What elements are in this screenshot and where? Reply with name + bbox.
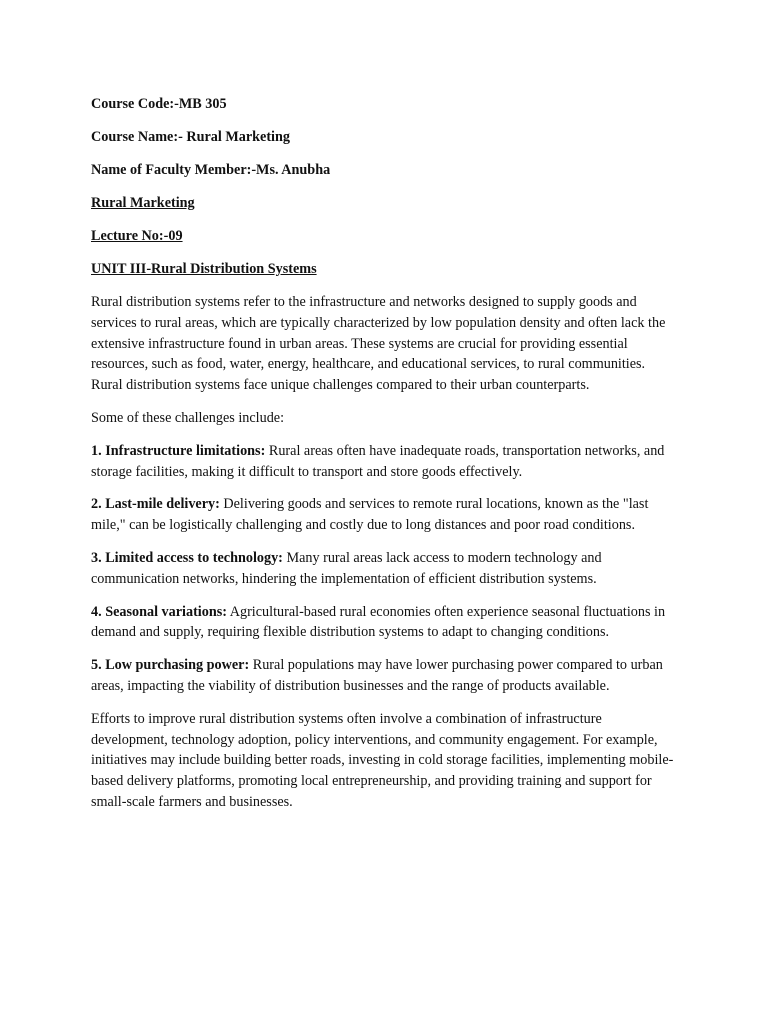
challenges-intro: Some of these challenges include: bbox=[91, 409, 285, 426]
challenge-text: Rural populations may have lower purchasing power compared to urban areas, impacting the viability of distribution businesses and the range of products available. bbox=[91, 657, 663, 694]
challenge-title: 5. Low purchasing power: bbox=[91, 657, 250, 674]
challenge-text: Many rural areas lack access to modern technology and communication networks, hindering the implementation of efficient distribution systems. bbox=[91, 549, 602, 587]
challenge-item bbox=[91, 441, 679, 483]
subject-heading: Rural Marketing bbox=[91, 195, 195, 211]
challenge-text: Agricultural-based rural economies often experience seasonal fluctuations in demand and supply, requiring flexible distribution systems to adapt to changing conditions. bbox=[91, 603, 666, 641]
challenge-title: 4. Seasonal variations: bbox=[91, 603, 227, 620]
challenge-title: 1. Infrastructure limitations: bbox=[91, 442, 266, 459]
intro-paragraph: Rural distribution systems refer to the infrastructure and networks designed to supply goods and services to rural areas, which are typically characterized by low population density and often lack the extensive infrastructure found in urban areas. These systems are crucial for providing essential resources, such as food, water, energy, healthcare, and educational services, to rural communities. Rural distribution systems face unique challenges compared to their urban counterparts. bbox=[91, 294, 666, 394]
challenge-item bbox=[91, 602, 679, 644]
document-page bbox=[91, 94, 679, 825]
conclusion-paragraph: Efforts to improve rural distribution systems often involve a combination of infrastructure development, technology adoption, policy interventions, and community engagement. For example, initiatives may include building better roads, investing in cold storage facilities, implementing mobile-based delivery platforms, promoting local entrepreneurship, and providing training and support for small-scale farmers and businesses. bbox=[91, 710, 674, 810]
challenge-title: 2. Last-mile delivery: bbox=[91, 496, 220, 513]
challenge-text: Delivering goods and services to remote rural locations, known as the "last mile," can be logistically challenging and costly due to long distances and poor road conditions. bbox=[91, 496, 649, 534]
course-name: Course Name:- Rural Marketing bbox=[91, 129, 290, 145]
course-code: Course Code:-MB 305 bbox=[91, 96, 227, 112]
challenge-item bbox=[91, 655, 679, 697]
challenge-title: 3. Limited access to technology: bbox=[91, 549, 283, 566]
challenge-text: Rural areas often have inadequate roads, transportation networks, and storage facilities, making it difficult to transport and store goods effectively. bbox=[91, 442, 665, 480]
lecture-number: Lecture No:-09 bbox=[91, 228, 183, 244]
challenge-item bbox=[91, 548, 679, 590]
faculty-name: Name of Faculty Member:-Ms. Anubha bbox=[91, 162, 331, 178]
challenge-item bbox=[91, 494, 679, 536]
unit-heading: UNIT III-Rural Distribution Systems bbox=[91, 261, 317, 277]
